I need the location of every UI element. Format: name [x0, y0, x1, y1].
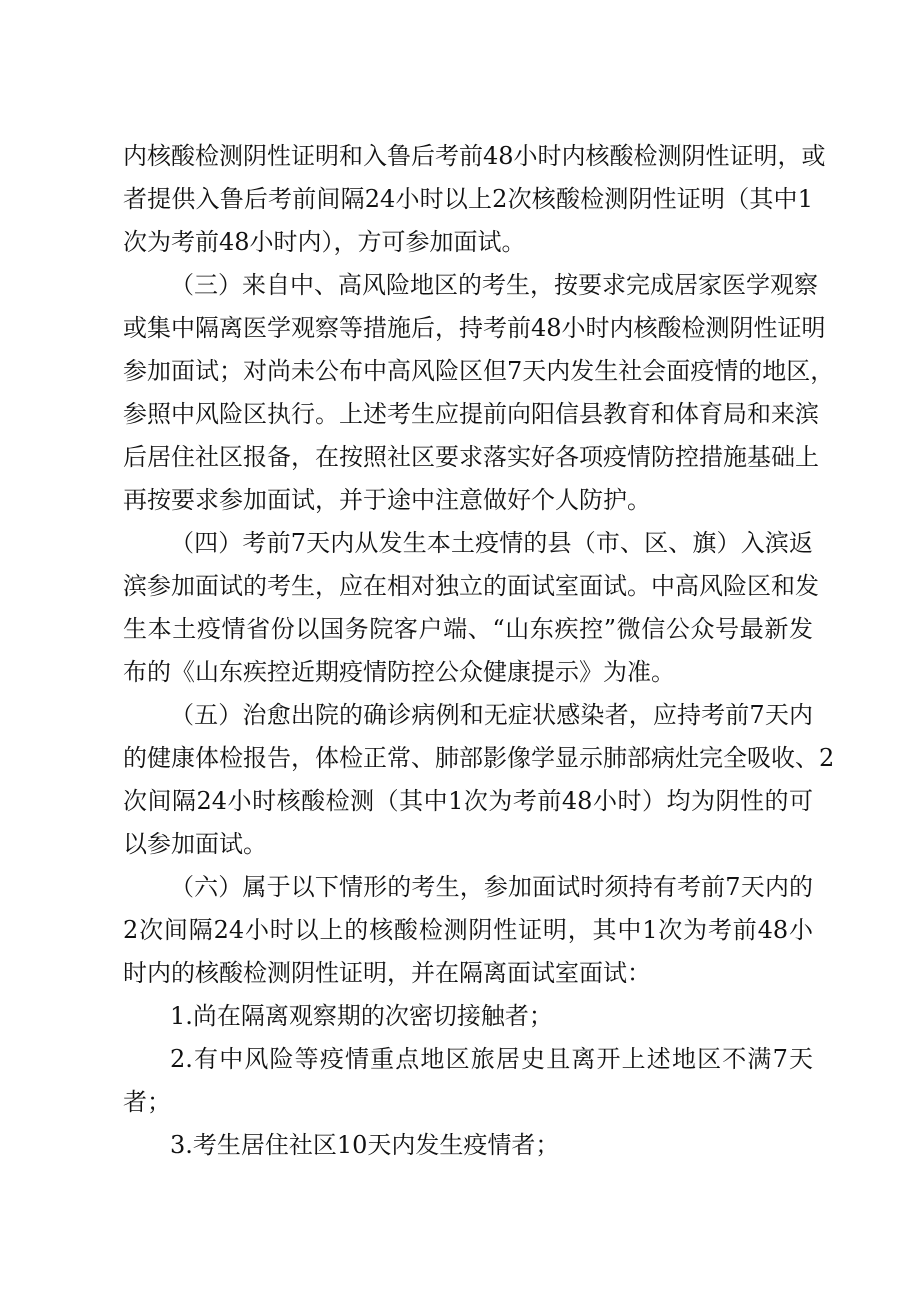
text-line: 再按要求参加面试，并于途中注意做好个人防护。	[123, 486, 651, 514]
text-line: 或集中隔离医学观察等措施后，持考前48小时内核酸检测阴性证明	[123, 314, 826, 342]
text-line: 滨参加面试的考生，应在相对独立的面试室面试。中高风险区和发	[123, 572, 819, 600]
paragraph-3-start: （三）来自中、高风险地区的考生，按要求完成居家医学观察	[170, 271, 818, 299]
text-line: 布的《山东疾控近期疫情防控公众健康提示》为准。	[123, 658, 675, 686]
paragraph-6-start: （六）属于以下情形的考生，参加面试时须持有考前7天内的	[170, 873, 813, 901]
text-line: 次为考前48小时内），方可参加面试。	[123, 228, 526, 256]
text-line: 2次间隔24小时以上的核酸检测阴性证明，其中1次为考前48小	[123, 916, 813, 944]
paragraph-5-start: （五）治愈出院的确诊病例和无症状感染者，应持考前7天内	[170, 701, 813, 729]
text-line: 者提供入鲁后考前间隔24小时以上2次核酸检测阴性证明（其中1	[123, 185, 813, 213]
text-line: 者；	[123, 1088, 171, 1116]
text-line: 内核酸检测阴性证明和入鲁后考前48小时内核酸检测阴性证明，或	[123, 142, 826, 170]
text-line: 后居住社区报备，在按照社区要求落实好各项疫情防控措施基础上	[123, 443, 819, 471]
text-line: 次间隔24小时核酸检测（其中1次为考前48小时）均为阴性的可	[123, 787, 813, 815]
text-line: 时内的核酸检测阴性证明，并在隔离面试室面试：	[123, 959, 651, 987]
paragraph-4-start: （四）考前7天内从发生本土疫情的县（市、区、旗）入滨返	[170, 529, 813, 557]
text-line: 参加面试；对尚未公布中高风险区但7天内发生社会面疫情的地区，	[123, 357, 835, 385]
list-item-3: 3.考生居住社区10天内发生疫情者；	[170, 1131, 560, 1159]
text-line: 以参加面试。	[123, 830, 267, 858]
list-item-1: 1.尚在隔离观察期的次密切接触者；	[170, 1002, 553, 1030]
text-line: 的健康体检报告，体检正常、肺部影像学显示肺部病灶完全吸收、2	[123, 744, 835, 772]
text-line: 生本土疫情省份以国务院客户端、“山东疾控”微信公众号最新发	[123, 615, 813, 643]
text-line: 参照中风险区执行。上述考生应提前向阳信县教育和体育局和来滨	[123, 400, 819, 428]
list-item-2: 2.有中风险等疫情重点地区旅居史且离开上述地区不满7天	[170, 1045, 813, 1073]
